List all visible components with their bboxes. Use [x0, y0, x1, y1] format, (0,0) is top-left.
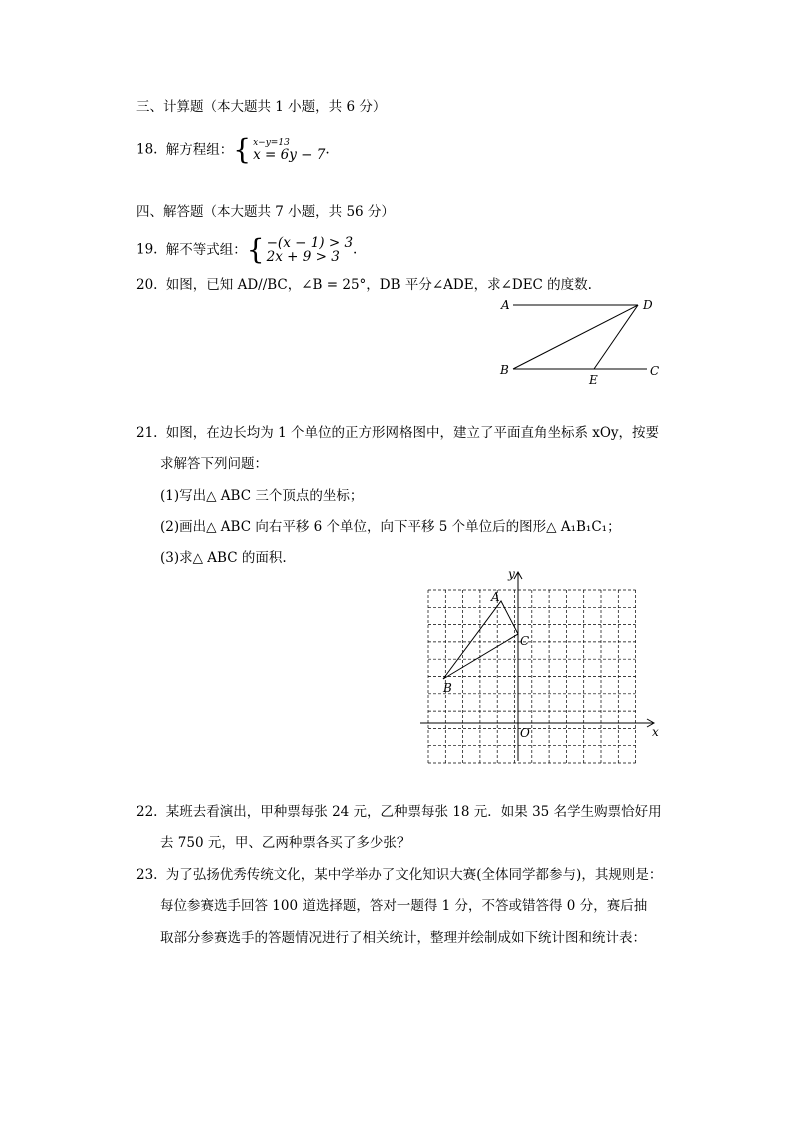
section-4-header: 四、解答题（本大题共 7 小题，共 56 分）	[136, 204, 395, 220]
line-de	[594, 305, 638, 369]
question-number: 19.	[136, 241, 158, 258]
question-text-line-1: 如图，在边长均为 1 个单位的正方形网格图中，建立了平面直角坐标系 xOy，按要	[165, 425, 660, 441]
period: .	[353, 241, 358, 258]
label-o: O	[520, 726, 530, 740]
coordinate-grid-figure	[415, 565, 665, 765]
question-22	[136, 803, 662, 821]
label-b: B	[443, 681, 452, 695]
label-b: B	[500, 363, 509, 377]
inequality-row-2: 2x + 9 > 3	[266, 249, 340, 265]
equation-row-1: x−y=13	[253, 138, 290, 148]
label-c: C	[650, 364, 660, 378]
question-number: 21.	[136, 425, 158, 441]
question-prompt: 解方程组：	[165, 141, 234, 158]
period: .	[325, 141, 330, 158]
parallel-lines-figure	[495, 292, 670, 387]
inequality-system: { −(x − 1) > 3 2x + 9 > 3	[246, 233, 354, 266]
question-text-line-1: 为了弘扬优秀传统文化，某中学举办了文化知识大赛(全体同学都参与)，其规则是：	[165, 867, 663, 883]
triangle-abc	[443, 601, 518, 679]
question-22-line-2: 去 750 元，甲、乙两种票各买了多少张？	[160, 835, 411, 851]
question-text-line-1: 某班去看演出，甲种票每张 24 元，乙种票每张 18 元．如果 35 名学生购票恰好用	[165, 804, 662, 820]
question-23-line-3: 取部分参赛选手的答题情况进行了相关统计，整理并绘制成如下统计图和统计表：	[160, 930, 646, 946]
label-e: E	[589, 373, 598, 387]
label-d: D	[643, 298, 653, 312]
question-number: 22.	[136, 804, 158, 820]
question-19	[136, 233, 358, 266]
label-x: x	[652, 725, 659, 739]
question-21	[136, 424, 659, 442]
section-3-header: 三、计算题（本大题共 1 小题，共 6 分）	[136, 99, 387, 115]
question-21-line-2: 求解答下列问题：	[160, 456, 268, 472]
label-y: y	[508, 567, 515, 581]
question-23	[136, 866, 662, 884]
line-bd	[513, 305, 638, 369]
question-21-item-1: (1)写出△ ABC 三个顶点的坐标；	[160, 488, 364, 504]
question-18	[136, 133, 330, 166]
grid-lines	[428, 590, 636, 765]
question-number: 18.	[136, 141, 158, 158]
question-text: 如图，已知 AD//BC，∠B = 25°，DB 平分∠ADE，求∠DEC 的度数.	[165, 277, 592, 293]
label-a: A	[491, 590, 500, 604]
label-a: A	[501, 298, 510, 312]
label-c: C	[520, 634, 530, 648]
question-prompt: 解不等式组：	[165, 241, 247, 258]
equation-row-2: x = 6y − 7	[253, 147, 326, 163]
question-21-item-3: (3)求△ ABC 的面积.	[160, 550, 287, 566]
question-21-item-2: (2)画出△ ABC 向右平移 6 个单位，向下平移 5 个单位后的图形△ A₁B₁C₁；	[160, 519, 621, 535]
question-23-line-2: 每位参赛选手回答 100 道选择题，答对一题得 1 分，不答或错答得 0 分，赛后抽	[160, 898, 648, 914]
question-number: 23.	[136, 867, 158, 883]
question-number: 20.	[136, 277, 158, 293]
equation-system: { x−y=13 x = 6y − 7	[233, 133, 326, 166]
inequality-row-1: −(x − 1) > 3	[266, 235, 354, 251]
